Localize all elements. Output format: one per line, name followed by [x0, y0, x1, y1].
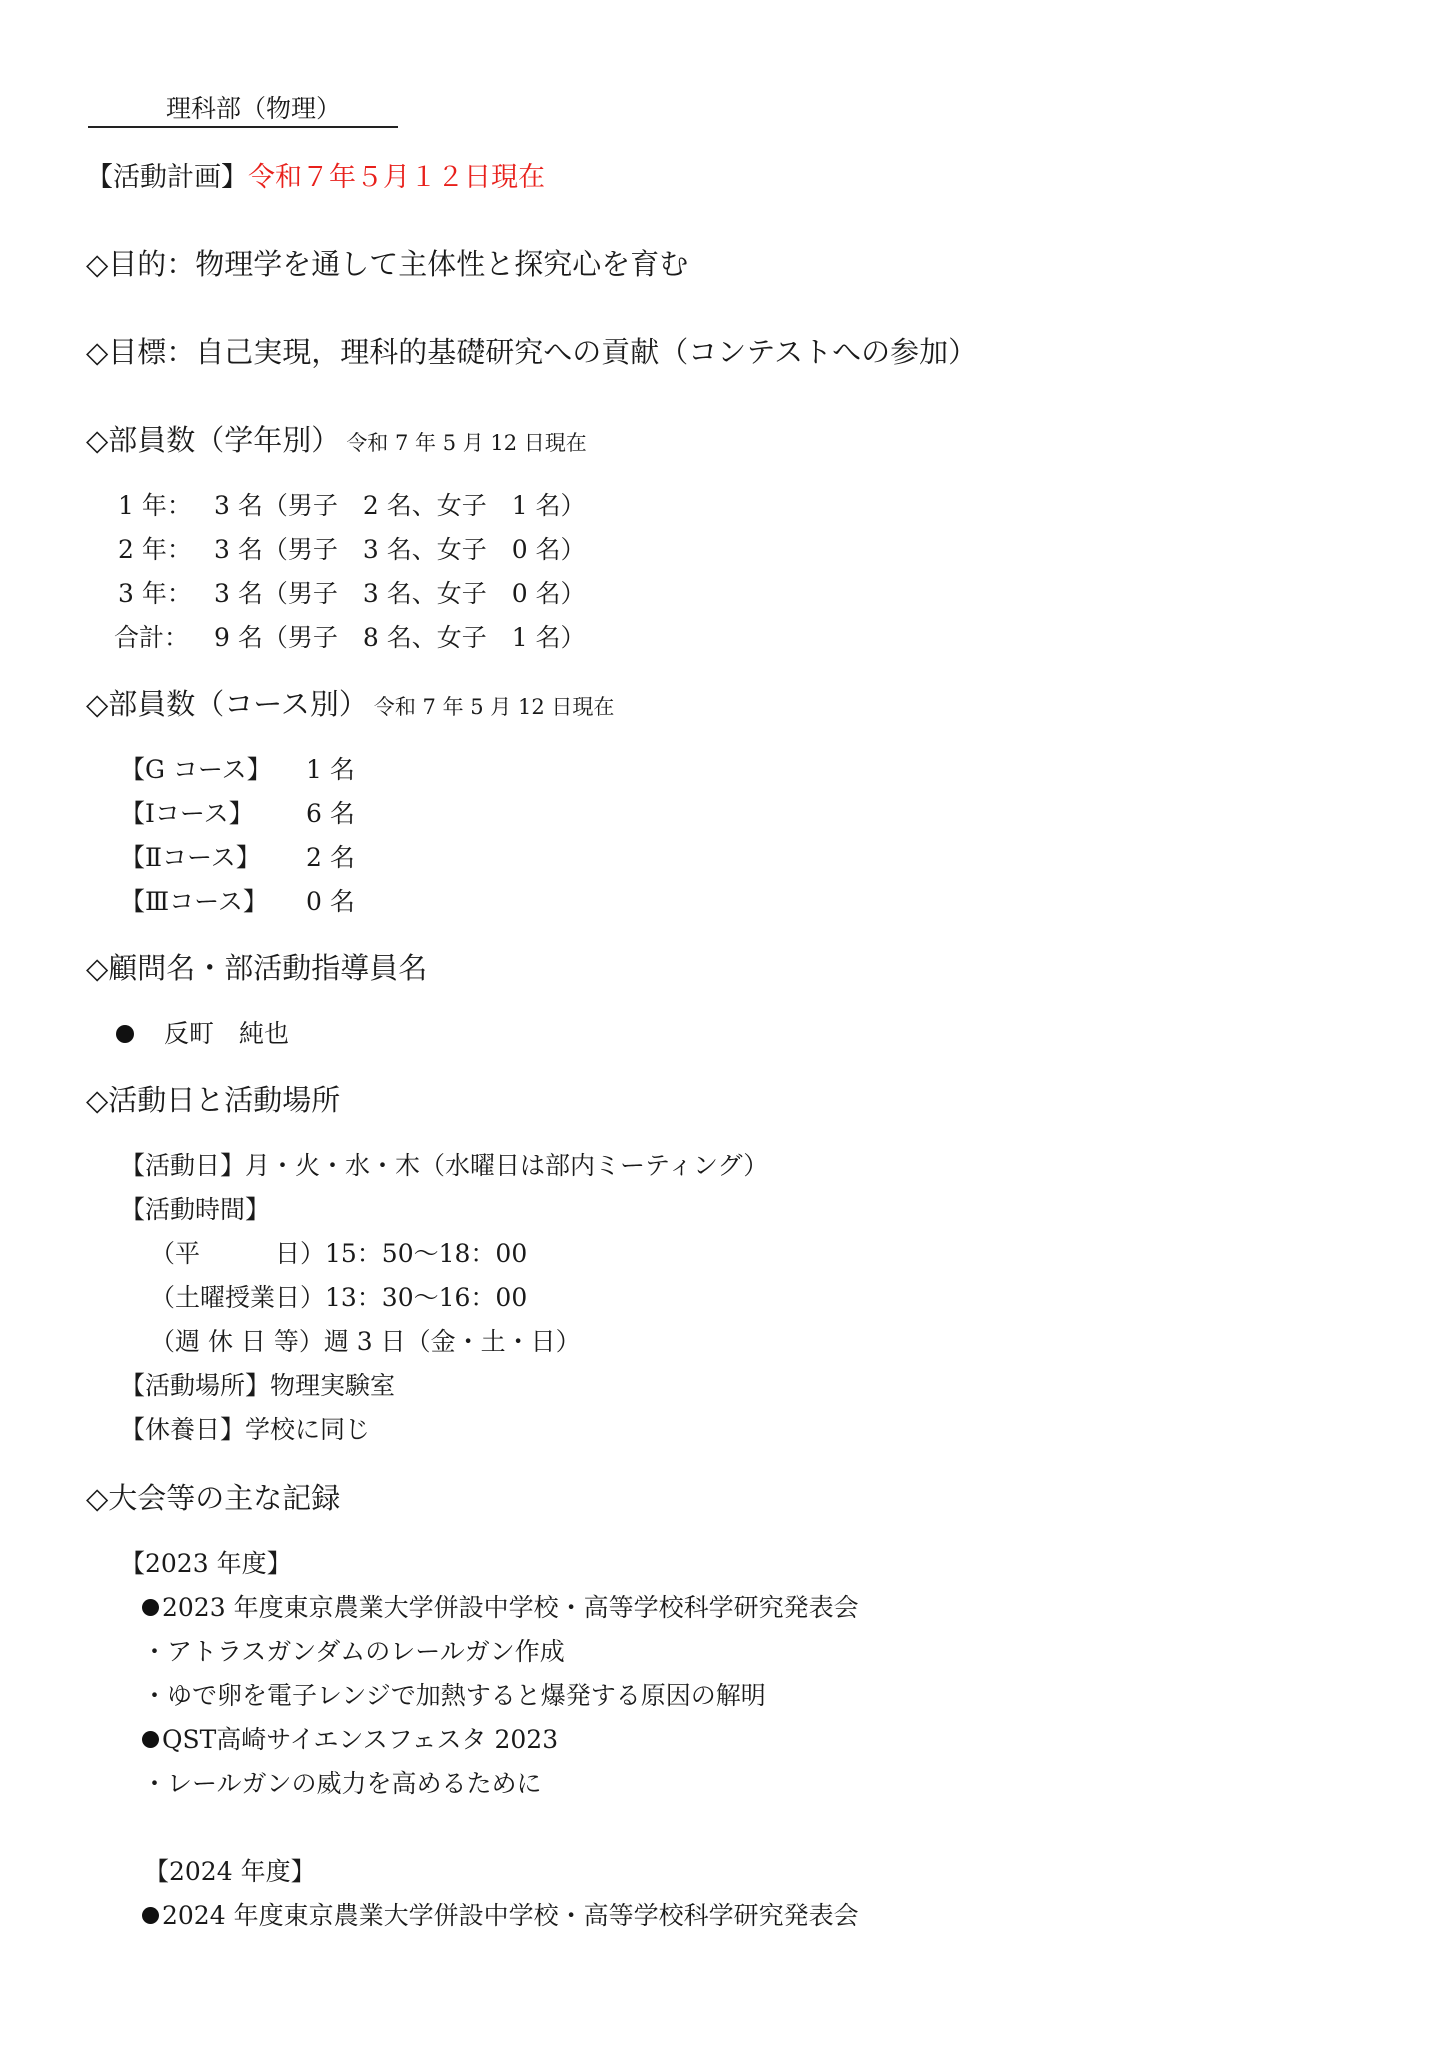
activity-hours-weekday: （平 日）15：50〜18：00 — [150, 1239, 528, 1268]
activity-hours-saturday: （土曜授業日）13：30〜16：00 — [150, 1283, 528, 1312]
advisor-heading: ◇顧問名・部活動指導員名 — [86, 951, 428, 985]
grade-count: 3 名（男子 2 名、女子 1 名） — [214, 491, 586, 520]
goal: ◇目標：自己実現，理科的基礎研究への貢献（コンテストへの参加） — [86, 335, 978, 369]
activity-hours-holidays: （週 休 日 等）週 3 日（金・土・日） — [150, 1327, 581, 1356]
activity-place: 【活動場所】物理実験室 — [120, 1371, 396, 1400]
records-2024-label: 【2024 年度】 — [144, 1857, 316, 1886]
course-count: 2 名 — [306, 843, 355, 872]
grade-count: 3 名（男子 3 名、女子 0 名） — [214, 579, 586, 608]
activity-heading: ◇活動日と活動場所 — [86, 1083, 341, 1117]
page-title: 理科部（物理） — [88, 92, 398, 128]
grade-label: 3 年： — [118, 579, 192, 608]
course-count: 1 名 — [306, 755, 355, 784]
members-grade-title: ◇部員数（学年別） — [86, 423, 341, 457]
plan-line — [86, 158, 545, 198]
activity-days: 【活動日】月・火・水・木（水曜日は部内ミーティング） — [120, 1151, 769, 1180]
course-row — [120, 884, 355, 920]
course-count: 0 名 — [306, 887, 355, 916]
grade-row — [118, 488, 586, 524]
grade-label: 2 年： — [118, 535, 192, 564]
course-row — [120, 840, 355, 876]
record-event-title: QST高崎サイエンスフェスタ 2023 — [162, 1725, 559, 1754]
activity-hours-label: 【活動時間】 — [120, 1195, 271, 1224]
members-course-heading — [86, 684, 614, 727]
grade-count: 3 名（男子 3 名、女子 0 名） — [214, 535, 586, 564]
plan-label: 【活動計画】 — [86, 162, 248, 193]
members-grade-heading — [86, 420, 587, 463]
course-label: 【G コース】 — [120, 755, 272, 784]
advisor-item — [116, 1016, 289, 1052]
advisor-name: 反町 純也 — [164, 1019, 290, 1048]
record-event — [142, 1590, 859, 1626]
grade-label: 合計： — [114, 623, 190, 652]
record-event — [142, 1898, 859, 1934]
record-item: ・レールガンの威力を高めるために — [142, 1769, 542, 1798]
plan-date: 令和７年５月１２日現在 — [248, 162, 545, 193]
course-label: 【Ⅲコース】 — [120, 887, 268, 916]
grade-row — [118, 532, 586, 568]
grade-label: 1 年： — [118, 491, 192, 520]
purpose: ◇目的：物理学を通して主体性と探究心を育む — [86, 247, 689, 281]
record-event — [142, 1722, 558, 1758]
members-grade-note: 令和 7 年 5 月 12 日現在 — [346, 431, 587, 455]
bullet-icon — [142, 1907, 159, 1924]
course-label: 【Ⅰコース】 — [120, 799, 254, 828]
course-row — [120, 796, 355, 832]
grade-count: 9 名（男子 8 名、女子 1 名） — [214, 623, 586, 652]
bullet-icon — [142, 1731, 159, 1748]
record-event-title: 2024 年度東京農業大学併設中学校・高等学校科学研究発表会 — [162, 1901, 859, 1930]
members-course-title: ◇部員数（コース別） — [86, 687, 368, 721]
records-2023-label: 【2023 年度】 — [120, 1549, 292, 1578]
record-item: ・ゆで卵を電子レンジで加熱すると爆発する原因の解明 — [142, 1681, 766, 1710]
bullet-icon — [142, 1599, 159, 1616]
record-event-title: 2023 年度東京農業大学併設中学校・高等学校科学研究発表会 — [162, 1593, 859, 1622]
activity-rest: 【休養日】学校に同じ — [120, 1415, 371, 1444]
grade-row — [118, 576, 586, 612]
course-row — [120, 752, 355, 788]
grade-row-total — [114, 620, 586, 656]
course-count: 6 名 — [306, 799, 355, 828]
course-label: 【Ⅱコース】 — [120, 843, 261, 872]
records-heading: ◇大会等の主な記録 — [86, 1481, 341, 1515]
record-item: ・アトラスガンダムのレールガン作成 — [142, 1637, 565, 1666]
bullet-icon — [116, 1025, 134, 1043]
members-course-note: 令和 7 年 5 月 12 日現在 — [373, 695, 615, 719]
